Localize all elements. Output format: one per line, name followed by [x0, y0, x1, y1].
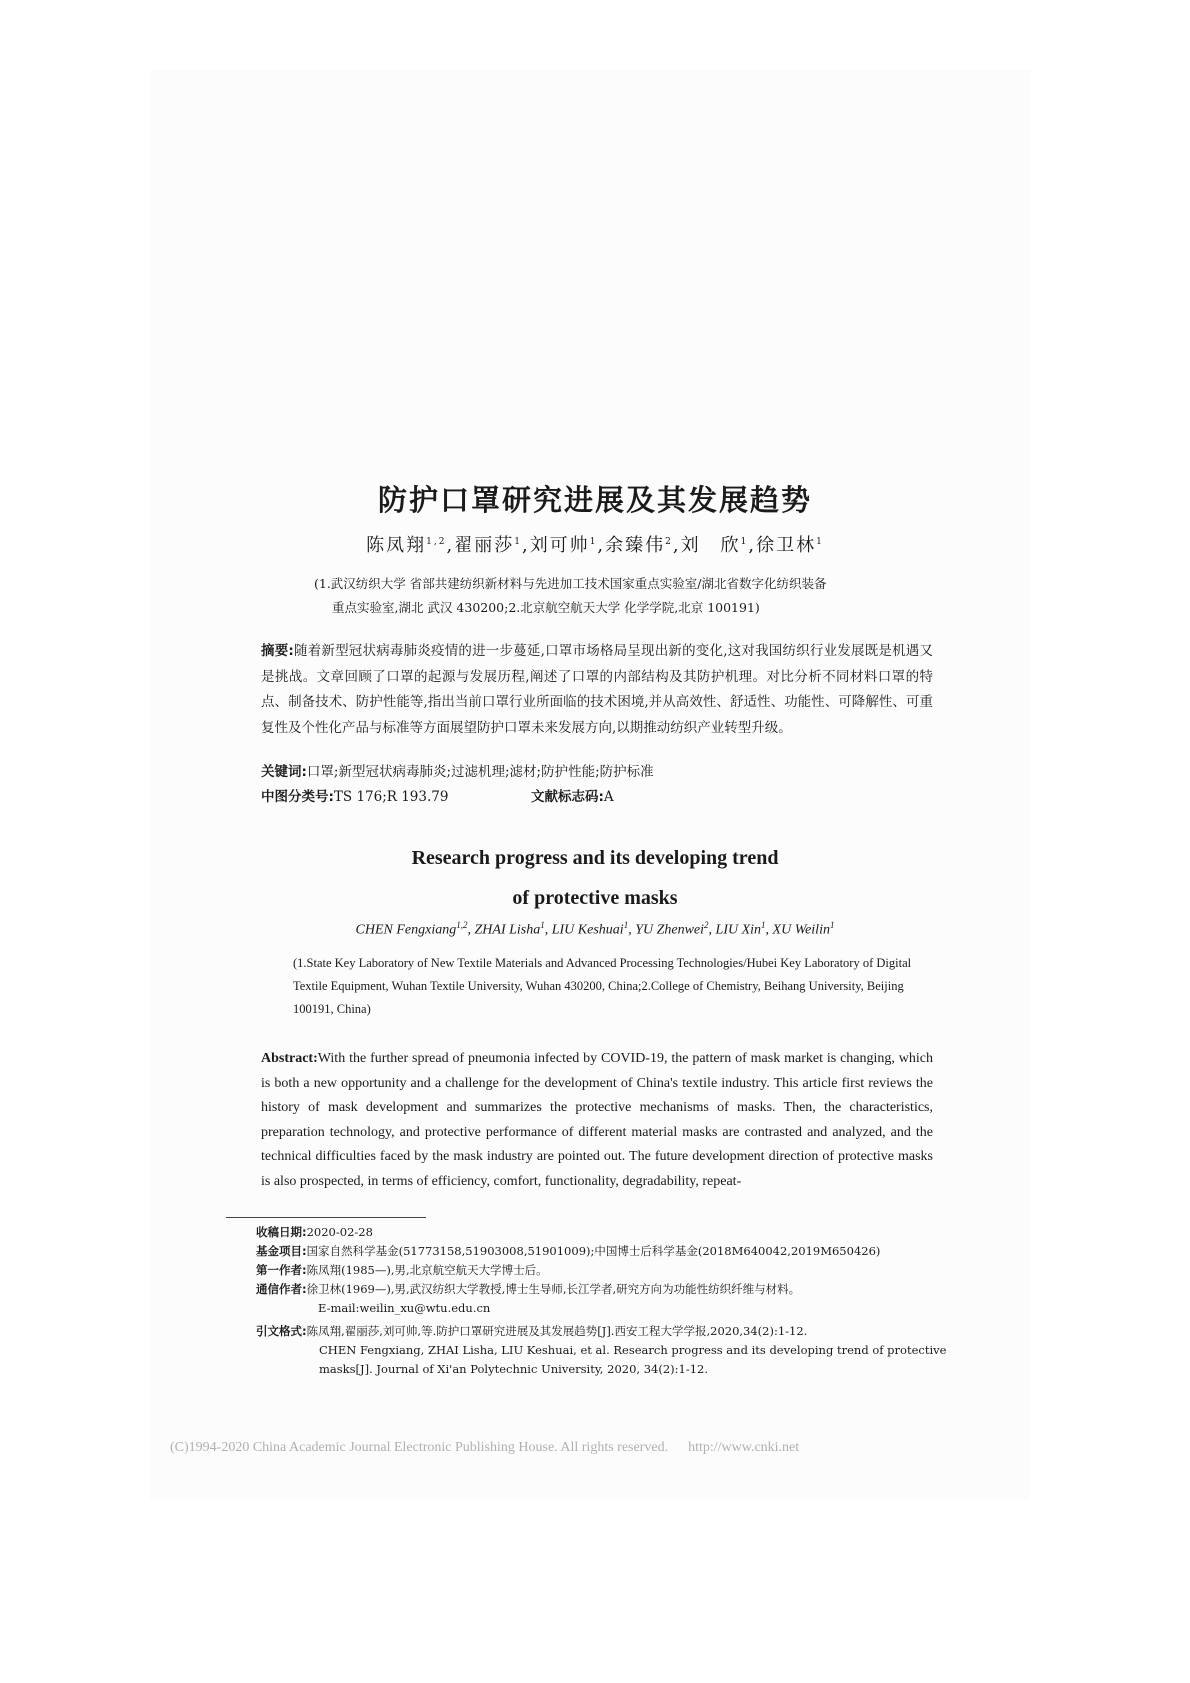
chinese-authors: 陈凤翔$^{1,2}$,翟丽莎$^1$,刘可帅$^1$,余臻伟$^2$,刘 欣$^1$,徐卫林$^1$: [366, 535, 824, 556]
chinese-affiliation-line1: (1.武汉纺织大学 省部共建纺织新材料与先进加工技术国家重点实验室/湖北省数字化纺织装备: [314, 576, 827, 591]
footnote-divider: [226, 1217, 426, 1218]
en-author-name: LIU Xin: [715, 922, 762, 938]
copyright-watermark: [170, 1440, 1070, 1456]
copyright-text: (C)1994-2020 China Academic Journal Electronic Publishing House. All rights reserved.: [170, 1440, 669, 1455]
document-code-label: 文献标志码:: [531, 789, 604, 805]
cn-author-affiliation-mark: 1: [740, 537, 749, 547]
cn-author-name: 刘可帅: [529, 535, 590, 556]
corresponding-author-label: 通信作者:: [256, 1282, 307, 1296]
class-number-text: TS 176;R 193.79: [333, 789, 449, 805]
chinese-affiliation-line2: 重点实验室,湖北 武汉 430200;2.北京航空航天大学 化学学院,北京 100191): [332, 600, 760, 615]
footnote-fund: [256, 1242, 956, 1261]
footnote-citation: [256, 1322, 968, 1379]
en-author-name: ZHAI Lisha: [474, 922, 541, 938]
received-date: 2020-02-28: [306, 1225, 373, 1239]
chinese-abstract: [261, 639, 933, 741]
en-author-affiliation-mark: 1: [623, 920, 629, 930]
cn-author-affiliation-mark: 2: [665, 537, 673, 547]
en-author-affiliation-mark: 2: [704, 920, 709, 930]
chinese-keywords-text: 口罩;新型冠状病毒肺炎;过滤机理;滤材;防护性能;防护标准: [306, 764, 654, 780]
cn-author-name: 余臻伟: [605, 535, 666, 556]
cn-author-name: 刘 欣: [680, 535, 741, 556]
english-abstract-label: Abstract:: [261, 1051, 318, 1066]
en-author-affiliation-mark: 1,2: [456, 920, 468, 930]
cn-author-affiliation-mark: 1,2: [426, 537, 447, 547]
cn-author-affiliation-mark: 1: [514, 537, 522, 547]
cn-author-affiliation-mark: 1: [816, 537, 824, 547]
en-author-name: XU Weilin: [772, 922, 830, 938]
cn-author-name: 翟丽莎: [454, 535, 515, 556]
en-author-name: YU Zhenwei: [635, 922, 705, 938]
document-code-text: A: [603, 789, 614, 805]
english-abstract-text: With the further spread of pneumonia infected by COVID-19, the pattern of mask market is changing, which is both a new opportunity and a challenge for the development of China's textile industry. This article first reviews the history of mask development and summarizes the protective mechanisms of masks. Then, the characteristics, preparation technology, and protective performance of different material masks are contrasted and analyzed, and the technical difficulties faced by the mask industry are pointed out. The future development direction of protective masks is also prospected, in terms of efficiency, comfort, functionality, degradability, repeat-: [261, 1051, 933, 1189]
en-author-name: CHEN Fengxiang: [355, 922, 457, 938]
chinese-abstract-label: 摘要:: [261, 643, 294, 659]
citation-label: 引文格式:: [256, 1324, 307, 1338]
en-author-affiliation-mark: 1: [761, 920, 766, 930]
en-author-affiliation-mark: 1: [540, 920, 545, 930]
chinese-affiliation: [314, 572, 934, 620]
english-title: [0, 838, 1190, 918]
footnote-received: [256, 1223, 956, 1242]
corresponding-author-text: 徐卫林(1969—),男,武汉纺织大学教授,博士生导师,长江学者,研究方向为功能性纺织纤维与材料。: [306, 1282, 801, 1296]
first-author-label: 第一作者:: [256, 1263, 307, 1277]
cn-author-affiliation-mark: 1: [589, 537, 598, 547]
english-abstract: [261, 1047, 933, 1194]
english-affiliation: (1.State Key Laboratory of New Textile Materials and Advanced Processing Technologies/Hubei Key Laboratory of Digital Textile Equipment, Wuhan Textile University, Wuhan 430200, China;2.College of Chemistry, Beihang University, Beijing 100191, China): [293, 956, 912, 1016]
chinese-abstract-text: 随着新型冠状病毒肺炎疫情的进一步蔓延,口罩市场格局呈现出新的变化,这对我国纺织行业发展既是机遇又是挑战。文章回顾了口罩的起源与发展历程,阐述了口罩的内部结构及其防护机理。对比分析不同材料口罩的特点、制备技术、防护性能等,指出当前口罩行业所面临的技术困境,并从高效性、舒适性、功能性、可降解性、可重复性及个性化产品与标准等方面展望防护口罩未来发展方向,以期推动纺织产业转型升级。: [261, 643, 933, 736]
chinese-title: 防护口罩研究进展及其发展趋势: [377, 483, 812, 517]
chinese-keywords: [261, 760, 933, 786]
footnote-first-author: [256, 1261, 956, 1280]
citation-english: CHEN Fengxiang, ZHAI Lisha, LIU Keshuai, et al. Research progress and its developing trend of protective masks[J]. Journal of Xi'an Polytechnic University, 2020, 34(2):1-12.: [319, 1343, 947, 1376]
classification-row: [261, 785, 933, 811]
cn-author-name: 徐卫林: [756, 535, 817, 556]
citation-chinese: 陈凤翔,翟丽莎,刘可帅,等.防护口罩研究进展及其发展趋势[J].西安工程大学学报,2020,34(2):1-12.: [306, 1324, 808, 1338]
fund-label: 基金项目:: [256, 1244, 307, 1258]
class-number-label: 中图分类号:: [261, 789, 334, 805]
cnki-url: http://www.cnki.net: [688, 1440, 800, 1455]
english-title-line2: of protective masks: [512, 887, 678, 909]
corresponding-email: E-mail:weilin_xu@wtu.edu.cn: [318, 1301, 491, 1315]
fund-text: 国家自然科学基金(51773158,51903008,51901009);中国博士后科学基金(2018M640042,2019M650426): [306, 1244, 881, 1258]
cn-author-name: 陈凤翔: [366, 535, 427, 556]
received-label: 收稿日期:: [256, 1225, 307, 1239]
english-title-line1: Research progress and its developing trend: [411, 847, 779, 869]
chinese-keywords-label: 关键词:: [261, 764, 307, 780]
en-author-name: LIU Keshuai: [551, 922, 624, 938]
document-code: [531, 785, 614, 811]
english-authors: CHEN Fengxiang$^{1,2}$, ZHAI Lisha$^1$, LIU Keshuai$^1$, YU Zhenwei$^2$, LIU Xin$^1$, XU Weilin$^1$: [355, 920, 835, 938]
footnote-corresponding-author: [256, 1280, 956, 1299]
en-author-affiliation-mark: 1: [829, 920, 835, 930]
first-author-text: 陈凤翔(1985—),男,北京航空航天大学博士后。: [306, 1263, 548, 1277]
